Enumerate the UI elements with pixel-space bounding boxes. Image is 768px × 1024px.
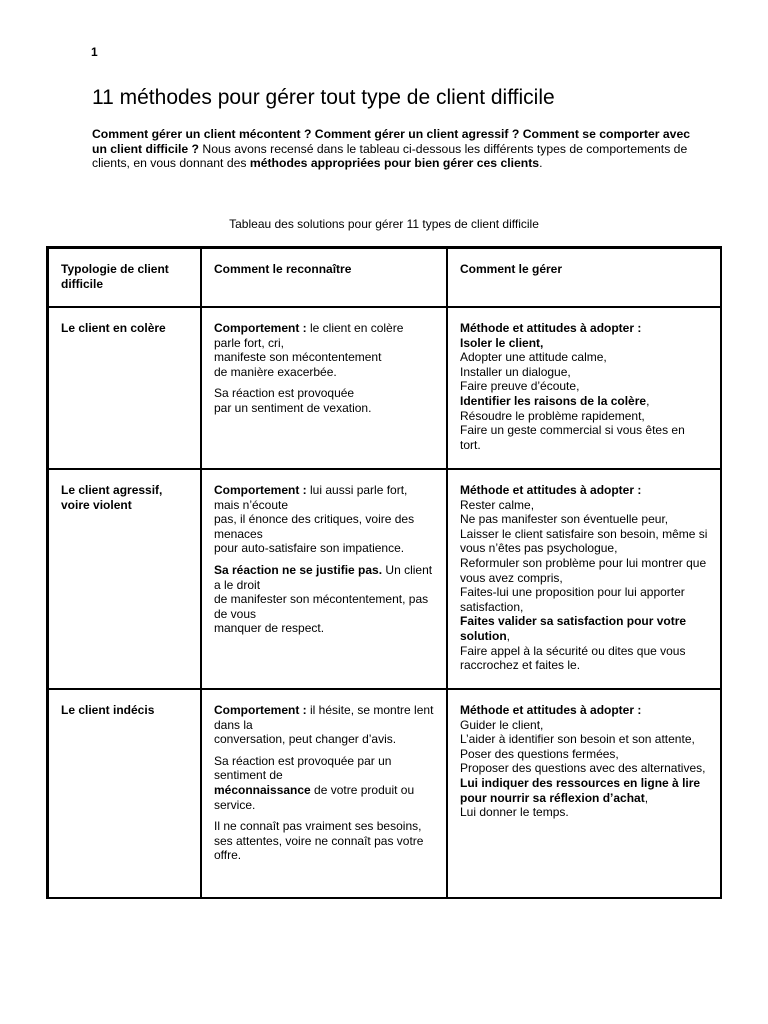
behavior-text [214, 483, 434, 556]
method-item: Faites valider sa satisfaction pour votre solution [460, 614, 687, 643]
client-type: Le client agressif, voire violent [48, 469, 201, 689]
method-item: Faites-lui une proposition pour lui apporter satisfaction, [460, 585, 685, 614]
method-item: Adopter une attitude calme, [460, 350, 607, 365]
reaction-line: Sa réaction est provoquée [214, 386, 355, 401]
method-item: Proposer des questions avec des alternatives, [460, 761, 706, 776]
intro-bold-methods: méthodes appropriées pour bien gérer ces clients [249, 156, 540, 171]
reaction-bold: méconnaissance [214, 782, 311, 797]
behavior-line: conversation, peut changer d’avis. [214, 732, 397, 747]
method-item: Isoler le client, [460, 335, 544, 350]
manage-cell [447, 307, 720, 469]
method-item: Installer un dialogue, [460, 364, 571, 379]
behavior-line: le client en colère [306, 321, 404, 335]
table-caption: Tableau des solutions pour gérer 11 types de client difficile [229, 217, 539, 231]
method-item: Guider le client, [460, 717, 544, 732]
header-recognize: Comment le reconnaître [201, 248, 447, 307]
behavior-label: Comportement : [214, 321, 307, 335]
method-item: Identifier les raisons de la colère [460, 393, 647, 408]
header-manage: Comment le gérer [447, 248, 720, 307]
method-item-wrap [460, 776, 708, 805]
method-item: Faire appel à la sécurité ou dites que vous raccrochez et faites le. [460, 643, 686, 673]
reaction-line: Un client a le droit [214, 562, 433, 592]
reaction-text [214, 563, 434, 636]
behavior-text [214, 703, 434, 747]
reaction-line-wrap [214, 783, 434, 812]
method-item: Rester calme, [460, 497, 535, 512]
method-item: Lui donner le temps. [460, 805, 569, 820]
behavior-line: de manière exacerbée. [214, 364, 337, 379]
recognize-cell [201, 469, 447, 689]
behavior-line: manifeste son mécontentement [214, 350, 382, 365]
method-item: L’aider à identifier son besoin et son attente, [460, 732, 695, 747]
needs-line: ses attentes, voire ne connaît pas votre offre. [214, 833, 424, 863]
behavior-line: il hésite, se montre lent dans la [214, 703, 434, 732]
client-type: Le client en colère [48, 307, 201, 469]
behavior-line: pas, il énonce des critiques, voire des menaces [214, 512, 415, 541]
method-item: Lui indiquer des ressources en ligne à lire pour nourrir sa réflexion d’achat [460, 775, 701, 805]
page-number: 1 [91, 45, 98, 59]
reaction-bold: Sa réaction ne se justifie pas. [214, 562, 383, 577]
table-row [48, 307, 720, 469]
intro-text-end: . [539, 156, 543, 171]
method-suffix: , [644, 790, 649, 805]
behavior-label: Comportement : [214, 483, 307, 497]
table-header-row [48, 248, 720, 307]
method-item-wrap [460, 614, 708, 643]
behavior-line: parle fort, cri, [214, 335, 285, 350]
recognize-cell [201, 689, 447, 897]
solutions-table [46, 246, 722, 899]
recognize-cell [201, 307, 447, 469]
method-item: Laisser le client satisfaire son besoin, même si vous n’êtes pas psychologue, [460, 526, 708, 556]
manage-cell [447, 689, 720, 897]
method-suffix: , [506, 628, 511, 643]
intro-bold-questions: Comment gérer un client mécontent ? Comment gérer un client agressif ? Comment se comporter avec un client difficile ? [92, 127, 691, 156]
manage-cell [447, 469, 720, 689]
method-item: Faire preuve d’écoute, [460, 379, 580, 394]
method-heading: Méthode et attitudes à adopter : [460, 321, 642, 335]
behavior-label: Comportement : [214, 703, 307, 717]
behavior-line: lui aussi parle fort, mais n’écoute [214, 483, 408, 512]
method-item: Poser des questions fermées, [460, 746, 619, 761]
intro-paragraph [92, 127, 692, 171]
table-row [48, 469, 720, 689]
method-heading: Méthode et attitudes à adopter : [460, 703, 642, 717]
method-item: Résoudre le problème rapidement, [460, 408, 645, 423]
client-type: Le client indécis [48, 689, 201, 897]
reaction-line: manquer de respect. [214, 621, 325, 636]
reaction-line: par un sentiment de vexation. [214, 400, 372, 415]
reaction-line: de votre produit ou service. [214, 782, 415, 812]
reaction-line: de manifester son mécontentement, pas de vous [214, 592, 429, 621]
method-item: Reformuler son problème pour lui montrer que vous avez compris, [460, 555, 707, 585]
reaction-line: Sa réaction est provoquée par un sentiment de [214, 753, 392, 783]
intro-text: Nous avons recensé dans le tableau ci-dessous les différents types de comportements de clients, en vous donnant des [92, 141, 688, 171]
method-suffix: , [646, 393, 650, 408]
header-typology: Typologie de client difficile [48, 248, 201, 307]
page-title: 11 méthodes pour gérer tout type de client difficile [92, 86, 555, 109]
behavior-text [214, 321, 434, 379]
table-row [48, 689, 720, 897]
method-item-wrap [460, 394, 708, 409]
reaction-text [214, 754, 434, 812]
method-item: Ne pas manifester son éventuelle peur, [460, 512, 669, 527]
method-item: Faire un geste commercial si vous êtes en tort. [460, 423, 685, 452]
needs-line: Il ne connaît pas vraiment ses besoins, [214, 819, 422, 834]
method-heading: Méthode et attitudes à adopter : [460, 483, 642, 497]
behavior-line: pour auto-satisfaire son impatience. [214, 541, 405, 556]
